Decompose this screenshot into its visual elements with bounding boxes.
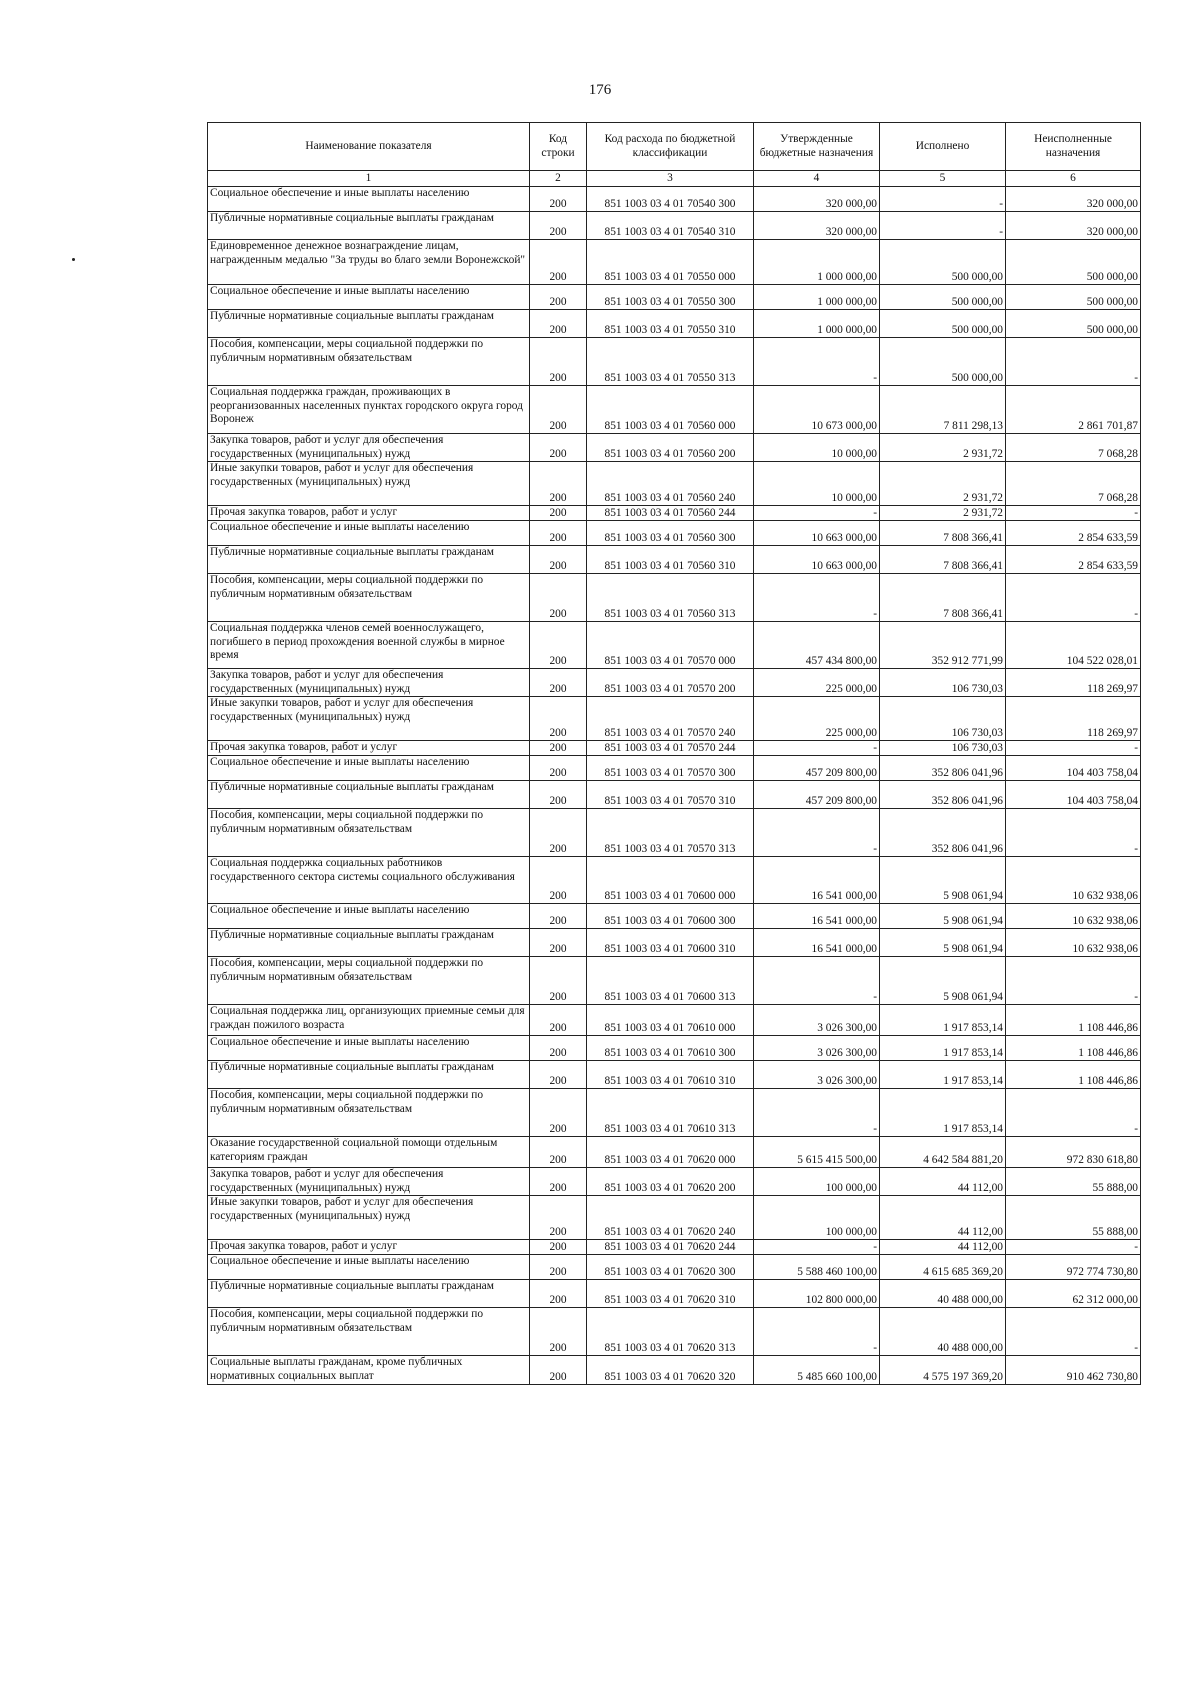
- row-code: 200: [530, 741, 587, 756]
- row-executed-amount: 1 917 853,14: [880, 1089, 1006, 1137]
- row-approved-amount: 457 209 800,00: [754, 756, 880, 781]
- row-unexecuted-amount: 118 269,97: [1006, 697, 1141, 741]
- row-executed-amount: 40 488 000,00: [880, 1280, 1006, 1308]
- row-approved-amount: 10 663 000,00: [754, 521, 880, 546]
- row-classification-code: 851 1003 03 4 01 70570 000: [587, 622, 754, 669]
- row-unexecuted-amount: 7 068,28: [1006, 462, 1141, 506]
- row-unexecuted-amount: 55 888,00: [1006, 1196, 1141, 1240]
- row-executed-amount: 5 908 061,94: [880, 957, 1006, 1005]
- row-unexecuted-amount: 118 269,97: [1006, 669, 1141, 697]
- row-executed-amount: 4 642 584 881,20: [880, 1137, 1006, 1168]
- row-approved-amount: 16 541 000,00: [754, 929, 880, 957]
- row-classification-code: 851 1003 03 4 01 70600 313: [587, 957, 754, 1005]
- row-code: 200: [530, 1280, 587, 1308]
- row-classification-code: 851 1003 03 4 01 70550 000: [587, 240, 754, 285]
- table-row: [208, 546, 1141, 574]
- col-header-code: Код строки: [530, 123, 587, 171]
- row-unexecuted-amount: 2 861 701,87: [1006, 386, 1141, 434]
- row-name: Пособия, компенсации, меры социальной поддержки по публичным нормативным обязательствам: [208, 809, 530, 857]
- col-number: 4: [754, 171, 880, 187]
- col-number: 1: [208, 171, 530, 187]
- row-classification-code: 851 1003 03 4 01 70620 320: [587, 1356, 754, 1385]
- row-code: 200: [530, 240, 587, 285]
- row-classification-code: 851 1003 03 4 01 70550 313: [587, 338, 754, 386]
- table-row: [208, 1280, 1141, 1308]
- row-code: 200: [530, 756, 587, 781]
- row-code: 200: [530, 1089, 587, 1137]
- row-classification-code: 851 1003 03 4 01 70610 310: [587, 1061, 754, 1089]
- col-header-approved: Утвержденные бюджетные назначения: [754, 123, 880, 171]
- row-name: Публичные нормативные социальные выплаты гражданам: [208, 546, 530, 574]
- col-header-classification: Код расхода по бюджетной классификации: [587, 123, 754, 171]
- row-executed-amount: 106 730,03: [880, 697, 1006, 741]
- table-row: [208, 622, 1141, 669]
- row-unexecuted-amount: 500 000,00: [1006, 240, 1141, 285]
- row-classification-code: 851 1003 03 4 01 70610 313: [587, 1089, 754, 1137]
- row-executed-amount: 1 917 853,14: [880, 1061, 1006, 1089]
- row-classification-code: 851 1003 03 4 01 70570 200: [587, 669, 754, 697]
- table-row: [208, 1196, 1141, 1240]
- row-unexecuted-amount: 1 108 446,86: [1006, 1036, 1141, 1061]
- col-number: 5: [880, 171, 1006, 187]
- table-row: [208, 212, 1141, 240]
- col-header-name: Наименование показателя: [208, 123, 530, 171]
- row-code: 200: [530, 1255, 587, 1280]
- row-unexecuted-amount: 500 000,00: [1006, 285, 1141, 310]
- row-name: Прочая закупка товаров, работ и услуг: [208, 506, 530, 521]
- row-approved-amount: -: [754, 506, 880, 521]
- row-approved-amount: 16 541 000,00: [754, 904, 880, 929]
- row-name: Иные закупки товаров, работ и услуг для обеспечения государственных (муниципальных) нужд: [208, 462, 530, 506]
- row-executed-amount: 500 000,00: [880, 285, 1006, 310]
- row-code: 200: [530, 506, 587, 521]
- row-name: Публичные нормативные социальные выплаты гражданам: [208, 929, 530, 957]
- row-classification-code: 851 1003 03 4 01 70560 313: [587, 574, 754, 622]
- table-row: [208, 310, 1141, 338]
- row-classification-code: 851 1003 03 4 01 70620 313: [587, 1308, 754, 1356]
- row-approved-amount: 10 663 000,00: [754, 546, 880, 574]
- row-code: 200: [530, 1356, 587, 1385]
- row-approved-amount: 10 673 000,00: [754, 386, 880, 434]
- row-code: 200: [530, 546, 587, 574]
- table-row: [208, 904, 1141, 929]
- row-unexecuted-amount: -: [1006, 1308, 1141, 1356]
- row-code: 200: [530, 857, 587, 904]
- row-name: Социальная поддержка граждан, проживающих в реорганизованных населенных пунктах городского округа город Воронеж: [208, 386, 530, 434]
- row-unexecuted-amount: -: [1006, 506, 1141, 521]
- row-code: 200: [530, 574, 587, 622]
- table-row: [208, 756, 1141, 781]
- row-classification-code: 851 1003 03 4 01 70610 000: [587, 1005, 754, 1036]
- col-number: 3: [587, 171, 754, 187]
- page-number: 176: [588, 82, 612, 98]
- row-code: 200: [530, 310, 587, 338]
- row-unexecuted-amount: 10 632 938,06: [1006, 929, 1141, 957]
- row-name: Закупка товаров, работ и услуг для обеспечения государственных (муниципальных) нужд: [208, 434, 530, 462]
- table-row: [208, 809, 1141, 857]
- row-executed-amount: 1 917 853,14: [880, 1036, 1006, 1061]
- row-unexecuted-amount: -: [1006, 338, 1141, 386]
- row-executed-amount: 500 000,00: [880, 310, 1006, 338]
- row-classification-code: 851 1003 03 4 01 70620 300: [587, 1255, 754, 1280]
- row-approved-amount: 5 485 660 100,00: [754, 1356, 880, 1385]
- row-code: 200: [530, 809, 587, 857]
- row-executed-amount: 7 811 298,13: [880, 386, 1006, 434]
- row-unexecuted-amount: 320 000,00: [1006, 212, 1141, 240]
- row-name: Социальная поддержка лиц, организующих приемные семьи для граждан пожилого возраста: [208, 1005, 530, 1036]
- row-unexecuted-amount: 55 888,00: [1006, 1168, 1141, 1196]
- row-unexecuted-amount: 104 522 028,01: [1006, 622, 1141, 669]
- table-row: [208, 741, 1141, 756]
- row-code: 200: [530, 521, 587, 546]
- row-unexecuted-amount: 1 108 446,86: [1006, 1061, 1141, 1089]
- row-approved-amount: 100 000,00: [754, 1196, 880, 1240]
- row-code: 200: [530, 1061, 587, 1089]
- row-approved-amount: 320 000,00: [754, 187, 880, 212]
- row-name: Прочая закупка товаров, работ и услуг: [208, 1240, 530, 1255]
- row-executed-amount: 5 908 061,94: [880, 857, 1006, 904]
- row-approved-amount: 100 000,00: [754, 1168, 880, 1196]
- table-row: [208, 1356, 1141, 1385]
- row-name: Пособия, компенсации, меры социальной поддержки по публичным нормативным обязательствам: [208, 1308, 530, 1356]
- row-approved-amount: 1 000 000,00: [754, 310, 880, 338]
- table-row: [208, 506, 1141, 521]
- row-classification-code: 851 1003 03 4 01 70620 200: [587, 1168, 754, 1196]
- row-executed-amount: 44 112,00: [880, 1196, 1006, 1240]
- row-classification-code: 851 1003 03 4 01 70550 310: [587, 310, 754, 338]
- row-approved-amount: 457 434 800,00: [754, 622, 880, 669]
- table-row: [208, 285, 1141, 310]
- table-row: [208, 929, 1141, 957]
- table-row: [208, 1255, 1141, 1280]
- row-name: Пособия, компенсации, меры социальной поддержки по публичным нормативным обязательствам: [208, 957, 530, 1005]
- row-code: 200: [530, 929, 587, 957]
- row-unexecuted-amount: 320 000,00: [1006, 187, 1141, 212]
- row-executed-amount: 2 931,72: [880, 434, 1006, 462]
- row-name: Пособия, компенсации, меры социальной поддержки по публичным нормативным обязательствам: [208, 338, 530, 386]
- row-classification-code: 851 1003 03 4 01 70570 313: [587, 809, 754, 857]
- row-code: 200: [530, 1005, 587, 1036]
- row-name: Социальное обеспечение и иные выплаты населению: [208, 521, 530, 546]
- table-row: [208, 338, 1141, 386]
- row-unexecuted-amount: -: [1006, 1240, 1141, 1255]
- row-unexecuted-amount: 62 312 000,00: [1006, 1280, 1141, 1308]
- table-row: [208, 781, 1141, 809]
- table-row: [208, 386, 1141, 434]
- row-approved-amount: 225 000,00: [754, 697, 880, 741]
- row-code: 200: [530, 285, 587, 310]
- row-unexecuted-amount: -: [1006, 809, 1141, 857]
- row-name: Иные закупки товаров, работ и услуг для обеспечения государственных (муниципальных) нужд: [208, 1196, 530, 1240]
- table-row: [208, 1036, 1141, 1061]
- row-classification-code: 851 1003 03 4 01 70540 300: [587, 187, 754, 212]
- table-row: [208, 462, 1141, 506]
- row-unexecuted-amount: 972 830 618,80: [1006, 1137, 1141, 1168]
- table-row: [208, 1089, 1141, 1137]
- row-approved-amount: -: [754, 1240, 880, 1255]
- row-approved-amount: -: [754, 1089, 880, 1137]
- row-classification-code: 851 1003 03 4 01 70560 200: [587, 434, 754, 462]
- row-name: Прочая закупка товаров, работ и услуг: [208, 741, 530, 756]
- row-approved-amount: -: [754, 1308, 880, 1356]
- table-row: [208, 187, 1141, 212]
- table-row: [208, 857, 1141, 904]
- budget-execution-table: [207, 122, 1141, 1385]
- row-unexecuted-amount: -: [1006, 957, 1141, 1005]
- row-classification-code: 851 1003 03 4 01 70560 244: [587, 506, 754, 521]
- row-code: 200: [530, 957, 587, 1005]
- table-row: [208, 574, 1141, 622]
- row-classification-code: 851 1003 03 4 01 70620 244: [587, 1240, 754, 1255]
- row-unexecuted-amount: 10 632 938,06: [1006, 904, 1141, 929]
- row-code: 200: [530, 781, 587, 809]
- row-executed-amount: 352 912 771,99: [880, 622, 1006, 669]
- row-approved-amount: 1 000 000,00: [754, 285, 880, 310]
- row-unexecuted-amount: 104 403 758,04: [1006, 756, 1141, 781]
- row-executed-amount: 7 808 366,41: [880, 574, 1006, 622]
- row-name: Социальное обеспечение и иные выплаты населению: [208, 756, 530, 781]
- col-number: 2: [530, 171, 587, 187]
- row-code: 200: [530, 1308, 587, 1356]
- row-approved-amount: 3 026 300,00: [754, 1061, 880, 1089]
- row-code: 200: [530, 622, 587, 669]
- row-name: Социальная поддержка членов семей военнослужащего, погибшего в период прохождения военной службы в мирное время: [208, 622, 530, 669]
- row-unexecuted-amount: 2 854 633,59: [1006, 546, 1141, 574]
- row-name: Закупка товаров, работ и услуг для обеспечения государственных (муниципальных) нужд: [208, 1168, 530, 1196]
- table-row: [208, 521, 1141, 546]
- row-name: Публичные нормативные социальные выплаты гражданам: [208, 1280, 530, 1308]
- row-name: Публичные нормативные социальные выплаты гражданам: [208, 212, 530, 240]
- row-classification-code: 851 1003 03 4 01 70560 310: [587, 546, 754, 574]
- row-classification-code: 851 1003 03 4 01 70570 240: [587, 697, 754, 741]
- row-executed-amount: 1 917 853,14: [880, 1005, 1006, 1036]
- row-name: Закупка товаров, работ и услуг для обеспечения государственных (муниципальных) нужд: [208, 669, 530, 697]
- row-approved-amount: 457 209 800,00: [754, 781, 880, 809]
- scan-speck: [72, 258, 75, 261]
- row-approved-amount: 10 000,00: [754, 462, 880, 506]
- row-name: Социальное обеспечение и иные выплаты населению: [208, 1036, 530, 1061]
- row-name: Иные закупки товаров, работ и услуг для обеспечения государственных (муниципальных) нужд: [208, 697, 530, 741]
- row-approved-amount: 1 000 000,00: [754, 240, 880, 285]
- row-name: Социальное обеспечение и иные выплаты населению: [208, 904, 530, 929]
- row-executed-amount: -: [880, 212, 1006, 240]
- row-code: 200: [530, 434, 587, 462]
- table-row: [208, 1005, 1141, 1036]
- row-unexecuted-amount: 7 068,28: [1006, 434, 1141, 462]
- col-header-unexecuted: Неисполненные назначения: [1006, 123, 1141, 171]
- row-classification-code: 851 1003 03 4 01 70620 240: [587, 1196, 754, 1240]
- row-approved-amount: 5 615 415 500,00: [754, 1137, 880, 1168]
- row-classification-code: 851 1003 03 4 01 70600 300: [587, 904, 754, 929]
- col-number: 6: [1006, 171, 1141, 187]
- row-executed-amount: 106 730,03: [880, 669, 1006, 697]
- row-executed-amount: 4 615 685 369,20: [880, 1255, 1006, 1280]
- row-executed-amount: 352 806 041,96: [880, 756, 1006, 781]
- row-approved-amount: -: [754, 809, 880, 857]
- row-classification-code: 851 1003 03 4 01 70560 240: [587, 462, 754, 506]
- row-name: Пособия, компенсации, меры социальной поддержки по публичным нормативным обязательствам: [208, 574, 530, 622]
- row-name: Публичные нормативные социальные выплаты гражданам: [208, 781, 530, 809]
- table-row: [208, 697, 1141, 741]
- row-executed-amount: 500 000,00: [880, 338, 1006, 386]
- row-name: Пособия, компенсации, меры социальной поддержки по публичным нормативным обязательствам: [208, 1089, 530, 1137]
- row-executed-amount: 5 908 061,94: [880, 929, 1006, 957]
- row-name: Публичные нормативные социальные выплаты гражданам: [208, 310, 530, 338]
- row-approved-amount: 225 000,00: [754, 669, 880, 697]
- row-name: Социальное обеспечение и иные выплаты населению: [208, 1255, 530, 1280]
- row-approved-amount: 3 026 300,00: [754, 1036, 880, 1061]
- row-approved-amount: -: [754, 338, 880, 386]
- row-unexecuted-amount: -: [1006, 574, 1141, 622]
- row-executed-amount: 352 806 041,96: [880, 781, 1006, 809]
- row-approved-amount: -: [754, 741, 880, 756]
- table-row: [208, 240, 1141, 285]
- row-unexecuted-amount: 104 403 758,04: [1006, 781, 1141, 809]
- row-approved-amount: -: [754, 574, 880, 622]
- row-executed-amount: 2 931,72: [880, 462, 1006, 506]
- table-row: [208, 1061, 1141, 1089]
- row-name: Оказание государственной социальной помощи отдельным категориям граждан: [208, 1137, 530, 1168]
- row-executed-amount: 4 575 197 369,20: [880, 1356, 1006, 1385]
- row-unexecuted-amount: -: [1006, 741, 1141, 756]
- row-classification-code: 851 1003 03 4 01 70540 310: [587, 212, 754, 240]
- row-classification-code: 851 1003 03 4 01 70550 300: [587, 285, 754, 310]
- row-code: 200: [530, 338, 587, 386]
- header-row: [208, 123, 1141, 171]
- row-unexecuted-amount: 2 854 633,59: [1006, 521, 1141, 546]
- row-executed-amount: 40 488 000,00: [880, 1308, 1006, 1356]
- table-row: [208, 1240, 1141, 1255]
- row-code: 200: [530, 212, 587, 240]
- row-name: Социальная поддержка социальных работников государственного сектора системы социального обслуживания: [208, 857, 530, 904]
- column-number-row: [208, 171, 1141, 187]
- row-code: 200: [530, 187, 587, 212]
- row-unexecuted-amount: 10 632 938,06: [1006, 857, 1141, 904]
- col-header-executed: Исполнено: [880, 123, 1006, 171]
- row-executed-amount: 106 730,03: [880, 741, 1006, 756]
- row-name: Публичные нормативные социальные выплаты гражданам: [208, 1061, 530, 1089]
- row-executed-amount: 500 000,00: [880, 240, 1006, 285]
- row-name: Социальные выплаты гражданам, кроме публичных нормативных социальных выплат: [208, 1356, 530, 1385]
- row-code: 200: [530, 669, 587, 697]
- row-approved-amount: 102 800 000,00: [754, 1280, 880, 1308]
- row-classification-code: 851 1003 03 4 01 70620 000: [587, 1137, 754, 1168]
- row-approved-amount: 10 000,00: [754, 434, 880, 462]
- row-code: 200: [530, 697, 587, 741]
- table-row: [208, 669, 1141, 697]
- row-code: 200: [530, 386, 587, 434]
- row-executed-amount: 44 112,00: [880, 1240, 1006, 1255]
- row-unexecuted-amount: 1 108 446,86: [1006, 1005, 1141, 1036]
- row-classification-code: 851 1003 03 4 01 70570 310: [587, 781, 754, 809]
- row-classification-code: 851 1003 03 4 01 70570 300: [587, 756, 754, 781]
- row-executed-amount: 44 112,00: [880, 1168, 1006, 1196]
- row-approved-amount: -: [754, 957, 880, 1005]
- row-classification-code: 851 1003 03 4 01 70610 300: [587, 1036, 754, 1061]
- row-classification-code: 851 1003 03 4 01 70620 310: [587, 1280, 754, 1308]
- table-row: [208, 434, 1141, 462]
- row-approved-amount: 5 588 460 100,00: [754, 1255, 880, 1280]
- row-unexecuted-amount: 500 000,00: [1006, 310, 1141, 338]
- row-classification-code: 851 1003 03 4 01 70570 244: [587, 741, 754, 756]
- row-executed-amount: 2 931,72: [880, 506, 1006, 521]
- row-code: 200: [530, 1137, 587, 1168]
- row-code: 200: [530, 1036, 587, 1061]
- row-approved-amount: 16 541 000,00: [754, 857, 880, 904]
- row-classification-code: 851 1003 03 4 01 70560 300: [587, 521, 754, 546]
- row-approved-amount: 320 000,00: [754, 212, 880, 240]
- table-row: [208, 1308, 1141, 1356]
- table-row: [208, 1168, 1141, 1196]
- table-body: [208, 187, 1141, 1385]
- row-name: Социальное обеспечение и иные выплаты населению: [208, 187, 530, 212]
- row-executed-amount: 7 808 366,41: [880, 546, 1006, 574]
- row-unexecuted-amount: 972 774 730,80: [1006, 1255, 1141, 1280]
- row-unexecuted-amount: 910 462 730,80: [1006, 1356, 1141, 1385]
- row-code: 200: [530, 1168, 587, 1196]
- row-classification-code: 851 1003 03 4 01 70560 000: [587, 386, 754, 434]
- row-code: 200: [530, 904, 587, 929]
- row-executed-amount: -: [880, 187, 1006, 212]
- table-row: [208, 1137, 1141, 1168]
- row-code: 200: [530, 1196, 587, 1240]
- table-row: [208, 957, 1141, 1005]
- row-executed-amount: 7 808 366,41: [880, 521, 1006, 546]
- row-name: Социальное обеспечение и иные выплаты населению: [208, 285, 530, 310]
- row-executed-amount: 5 908 061,94: [880, 904, 1006, 929]
- row-code: 200: [530, 462, 587, 506]
- row-classification-code: 851 1003 03 4 01 70600 000: [587, 857, 754, 904]
- row-executed-amount: 352 806 041,96: [880, 809, 1006, 857]
- row-unexecuted-amount: -: [1006, 1089, 1141, 1137]
- row-name: Единовременное денежное вознаграждение лицам, награжденным медалью "За труды во благо земли Воронежской": [208, 240, 530, 285]
- row-approved-amount: 3 026 300,00: [754, 1005, 880, 1036]
- row-classification-code: 851 1003 03 4 01 70600 310: [587, 929, 754, 957]
- row-code: 200: [530, 1240, 587, 1255]
